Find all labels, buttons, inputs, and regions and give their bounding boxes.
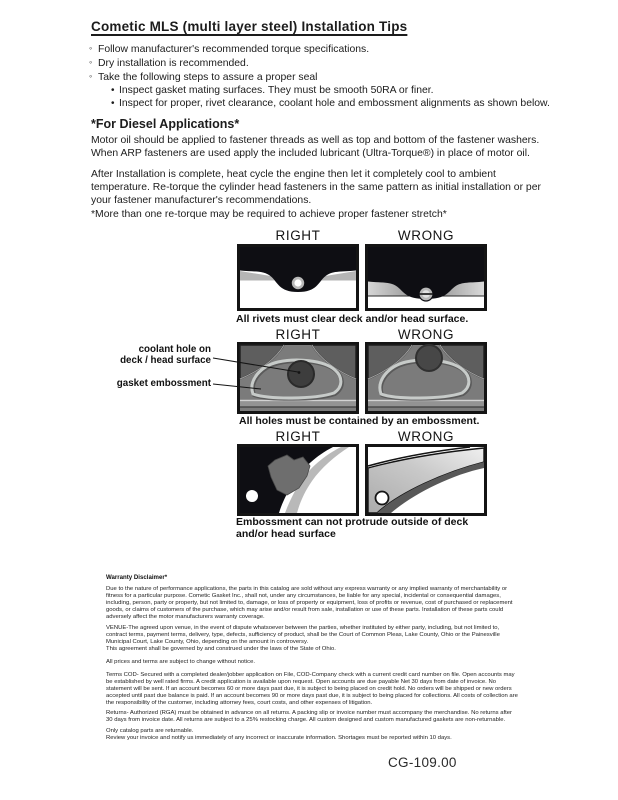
coolant-hole-icon xyxy=(288,361,314,387)
row3-right-diagram xyxy=(237,444,359,516)
annotation-text: deck / head surface xyxy=(120,355,211,366)
list-item-text: Take the following steps to assure a proper seal xyxy=(98,72,318,83)
row2-caption: All holes must be contained by an embossment. xyxy=(239,415,480,427)
bolt-hole-icon xyxy=(376,492,389,505)
row1-right-label: RIGHT xyxy=(275,228,321,243)
diesel-heading: *For Diesel Applications* xyxy=(91,117,240,131)
circle-bullet-icon: ◦ xyxy=(89,57,93,67)
list-item-text: Inspect for proper, rivet clearance, coolant hole and embossment alignments as shown below. xyxy=(119,98,550,109)
list-item xyxy=(89,84,550,97)
coolant-hole-icon xyxy=(416,345,442,371)
caption-text: Embossment can not protrude outside of deck xyxy=(236,516,469,528)
disclaimer-paragraph-venue xyxy=(106,625,518,653)
row3-wrong-diagram xyxy=(365,444,487,516)
row2-wrong-label: WRONG xyxy=(397,327,455,342)
row3-right-label: RIGHT xyxy=(275,429,321,444)
dot-bullet-icon: • xyxy=(111,98,115,109)
row3-wrong-label: WRONG xyxy=(397,429,455,444)
list-item xyxy=(89,97,550,110)
disclaimer-text: This agreement shall be governed by and construed under the laws of the State of Ohio. xyxy=(106,646,336,653)
diesel-paragraph-2: After Installation is complete, heat cycle the engine then let it completely cool to ambient temperature. Re-torque the cylinder head fasteners in the same pattern as initial installation or per your fastener manufacturer's recommendations. xyxy=(91,169,541,206)
disclaimer-text: VENUE-The agreed upon venue, in the event of dispute whatsoever between the parties, whether instituted by either party, including, but not limited to, contract terms, payment terms, delivery, type, defects, sufficiency of product, shall be the Court of Common Pleas, Lake County, Ohio or the Painesville Municipal Court, Lake County, Ohio, depending on the amount in controversy. xyxy=(106,625,500,646)
annotation-text: coolant hole on xyxy=(138,344,211,355)
gasket-embossment-annotation: gasket embossment xyxy=(116,378,211,389)
disclaimer-paragraph-terms: Terms COD- Secured with a completed dealer/jobber application on File, COD-Company check with a current credit card number on file. Open accounts may be established by well rated firms. A credit application is available upon request. Open accounts are due payable Net 30 days from date of invoice. No statement will be sent. If an account becomes 60 or more days past due, it is subject to being placed on credit hold. No orders will be shipped or new orders accepted until past due balance is paid. If an account becomes 90 or more days past due, it is subject to being placed for collections. All costs of collection are the responsibility of the customer, including attorney fees, court costs, and other expenses of litigation. xyxy=(106,672,518,707)
bolt-hole-icon xyxy=(246,490,258,502)
diesel-paragraph-1: Motor oil should be applied to fastener threads as well as top and bottom of the fastener washers. When ARP fasteners are used apply the included lubricant (Ultra-Torque®) in place of motor oil. xyxy=(91,135,540,159)
caption-text: and/or head surface xyxy=(236,528,336,540)
diesel-note: *More than one re-torque may be required to achieve proper fastener stretch* xyxy=(91,209,447,220)
page-title: Cometic MLS (multi layer steel) Installation Tips xyxy=(91,19,408,34)
circle-bullet-icon: ◦ xyxy=(89,43,93,53)
list-item-text: Inspect gasket mating surfaces. They must be smooth 50RA or finer. xyxy=(119,85,434,96)
disclaimer-paragraph-catalog xyxy=(106,728,518,742)
coolant-hole-annotation xyxy=(120,344,211,366)
circle-bullet-icon: ◦ xyxy=(89,71,93,81)
disclaimer-text: Only catalog parts are returnable. xyxy=(106,728,194,734)
row1-right-diagram xyxy=(237,244,359,311)
row2-right-diagram xyxy=(237,342,359,414)
list-item xyxy=(89,70,550,84)
disclaimer-paragraph-returns: Returns- Authorized (RGA) must be obtained in advance on all returns. A packing slip or invoice number must accompany the merchandise. No returns after 30 days from invoice date. All returns are subject to a 25% restocking charge. All custom designed and custom manufactured gaskets are non-returnable. xyxy=(106,710,513,724)
list-item xyxy=(89,56,550,70)
list-item xyxy=(89,42,550,56)
disclaimer-paragraph-prices: All prices and terms are subject to change without notice. xyxy=(106,659,255,665)
row2-wrong-diagram xyxy=(365,342,487,414)
tips-list xyxy=(89,42,550,110)
disclaimer-paragraph-1: Due to the nature of performance applications, the parts in this catalog are sold without any express warranty or any implied warranty of merchantability or fitness for a particular purpose. Cometic Gasket Inc., shall not, under any circumstances, be liable for any special, incidental or consequential damages, including, person, party or property, but not limited to, damage, or loss of property or equipment, loss of profits or revenue, cost of purchased or replacement goods, or claims of customers of the purchase, which may arise and/or result from sale, installation or use of these parts. Installation of these parts could adversely affect the motor manufacturers warranty coverage. xyxy=(106,586,513,621)
disclaimer-text: Review your invoice and notify us immediately of any incorrect or inaccurate information. Shortages must be reported within 10 days. xyxy=(106,735,452,742)
row1-caption: All rivets must clear deck and/or head surface. xyxy=(236,313,469,325)
list-item-text: Dry installation is recommended. xyxy=(98,58,249,69)
row1-wrong-label: WRONG xyxy=(397,228,455,243)
list-item-text: Follow manufacturer's recommended torque specifications. xyxy=(98,44,370,55)
row1-wrong-diagram xyxy=(365,244,487,311)
disclaimer-heading: Warranty Disclaimer* xyxy=(106,574,168,581)
page-code: CG-109.00 xyxy=(388,755,457,770)
row2-right-label: RIGHT xyxy=(275,327,321,342)
row3-caption xyxy=(236,516,468,540)
dot-bullet-icon: • xyxy=(111,85,115,96)
